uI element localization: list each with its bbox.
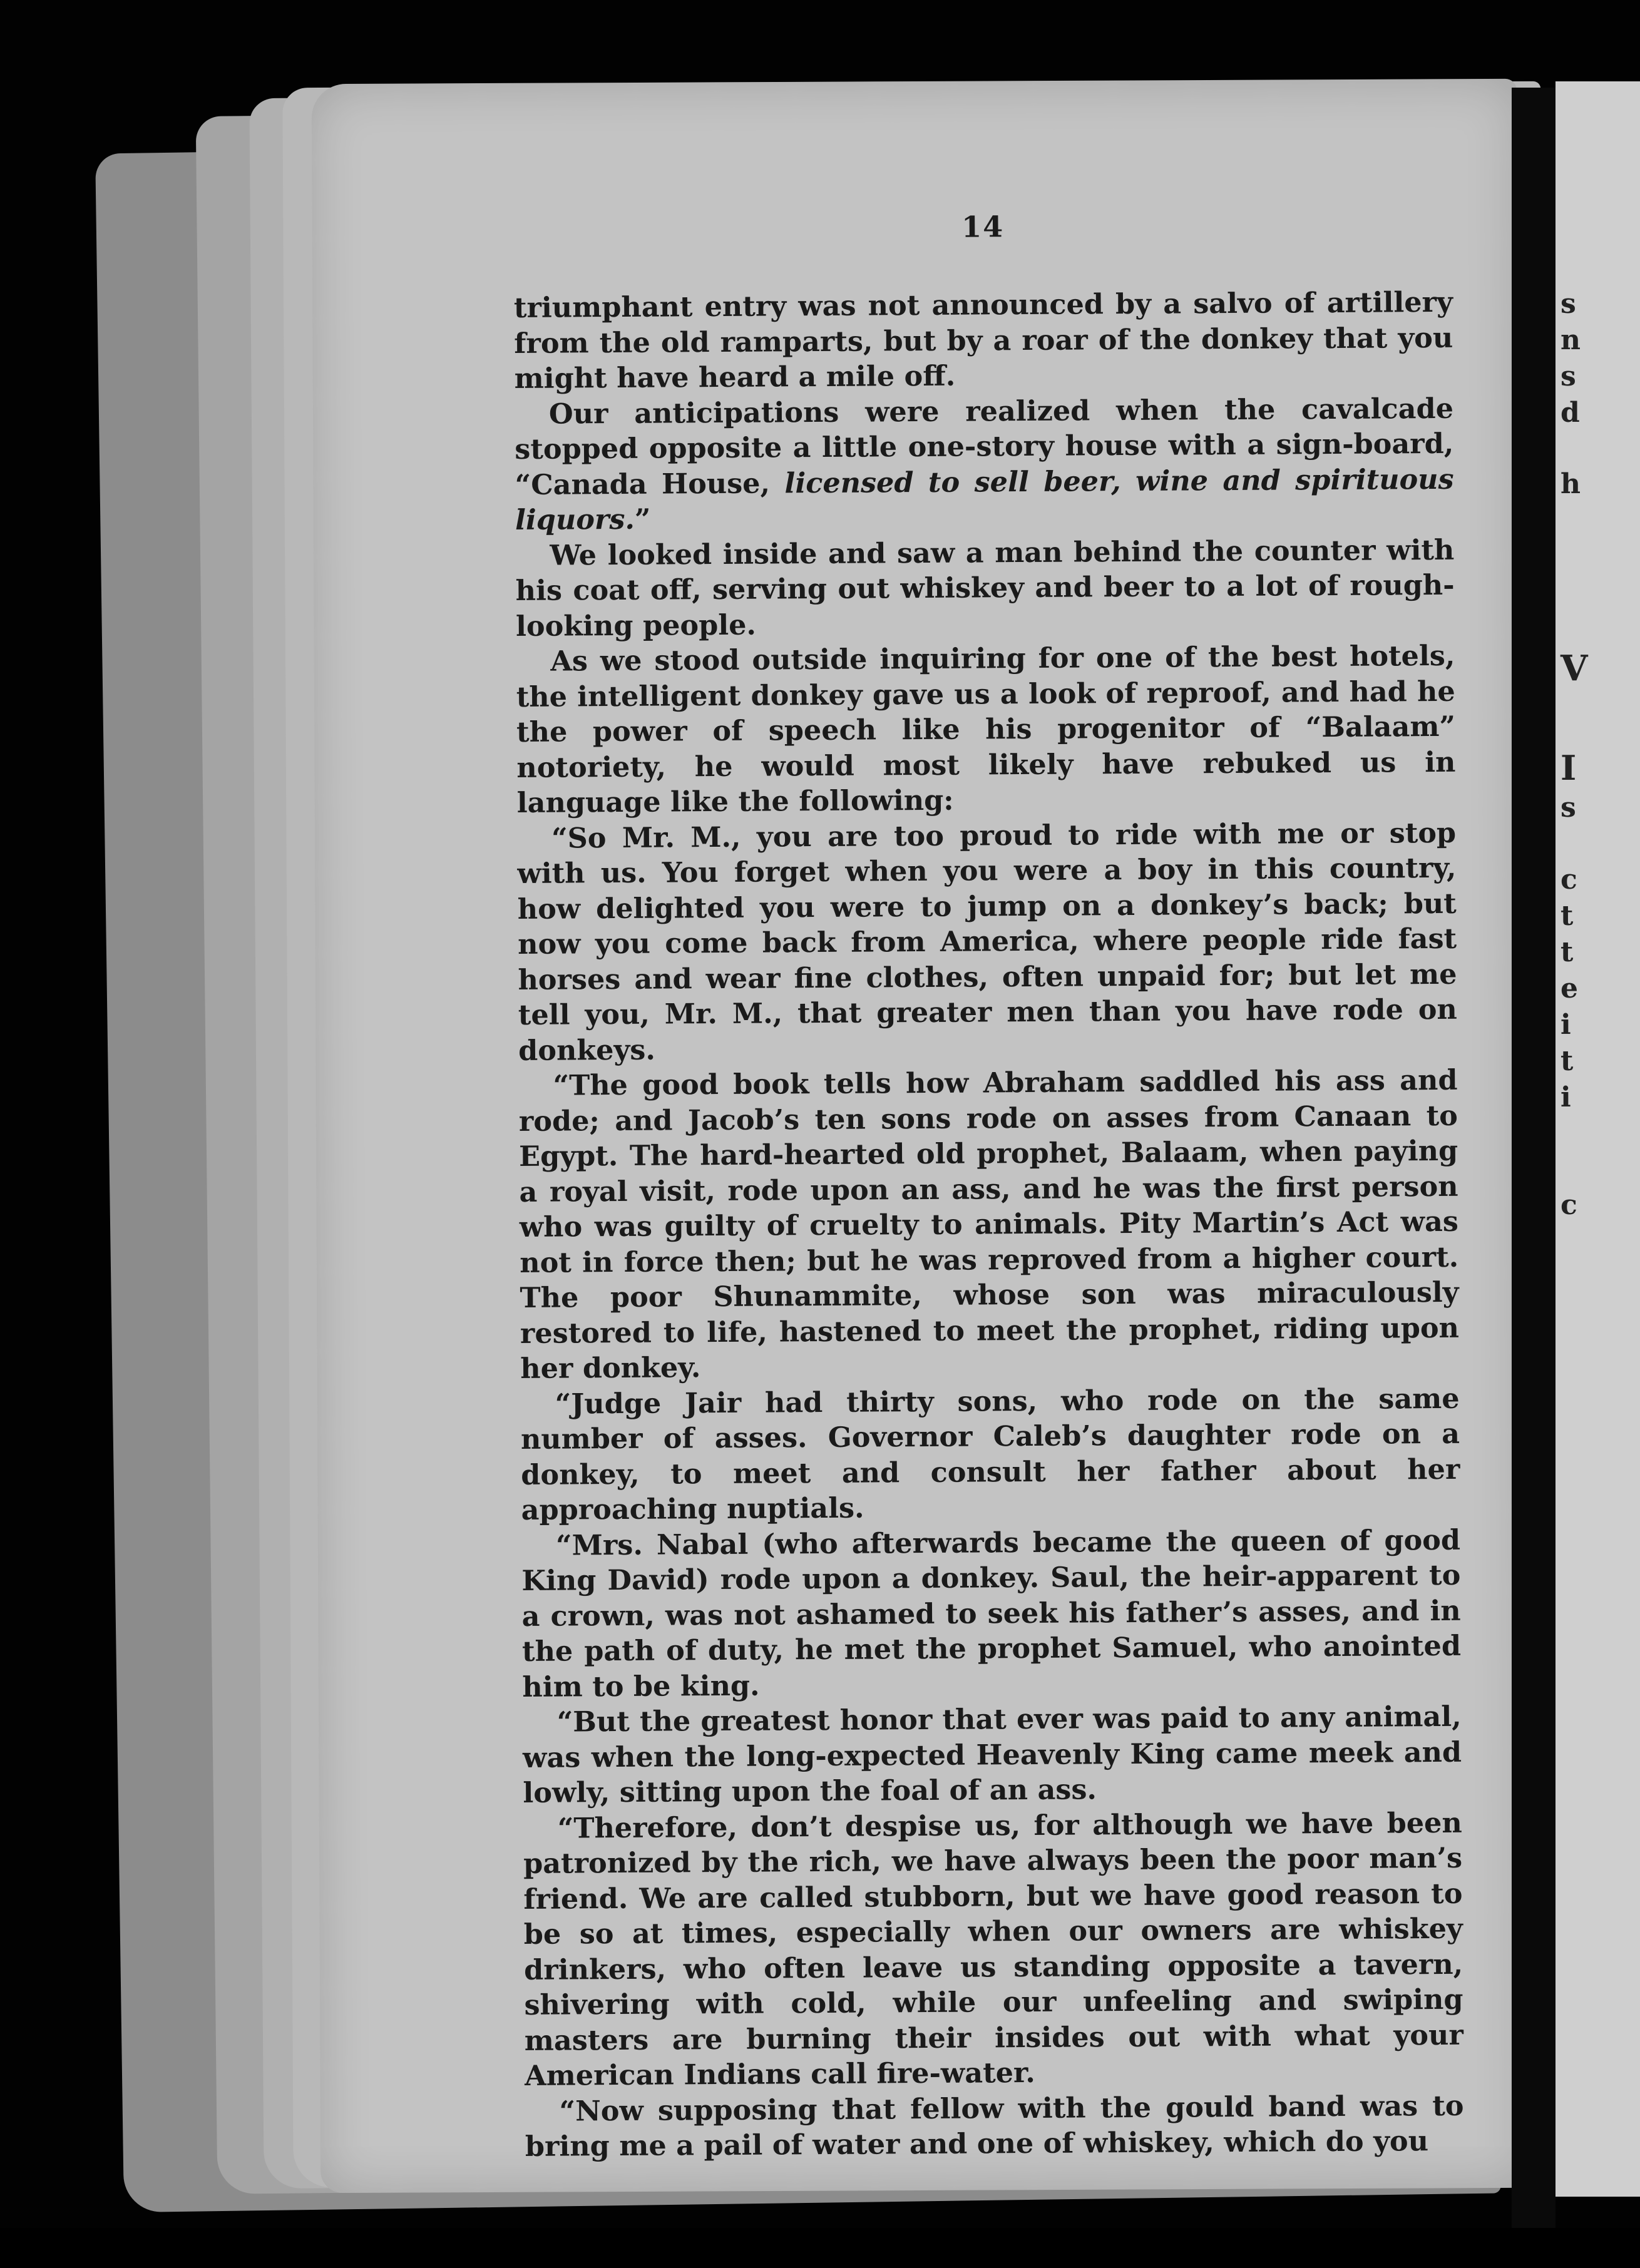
paragraph: “Now supposing that fellow with the gould band was to bring me a pail of water and one of whiskey, which do you — [525, 2089, 1464, 2163]
adjacent-page-fragment: s — [1561, 360, 1576, 392]
scan-bottom-border — [0, 2228, 1640, 2268]
paragraph: “So Mr. M., you are too proud to ride with me or stop with us. You forget when you were a boy in this country, how delighted you were to jump on a donkey’s back; but now you come back from America, where people ride fast horses and wear fine clothes, often unpaid for; but let me tell you, Mr. M., that greater men than you have rode on donkeys. — [517, 816, 1457, 1067]
paragraph: “Therefore, don’t despise us, for although we have been patronized by the rich, we have always been the poor man’s friend. We are called stubborn, but we have good reason to be so at times, especially when our owners are whiskey drinkers, who often leave us standing opposite a tavern, shivering with cold, while our unfeeling and swiping masters are burning their insides out with what your American Indians call fire-water. — [523, 1806, 1463, 2092]
paragraph: triumphant entry was not announced by a salvo of artillery from the old ramparts, but by a roar of the donkey that you might have heard a mile off. — [513, 285, 1453, 395]
adjacent-page-fragment: i — [1561, 1081, 1571, 1113]
adjacent-page-fragment: e — [1561, 973, 1578, 1004]
adjacent-page-fragment: n — [1561, 324, 1581, 356]
page-number: 14 — [961, 210, 1005, 244]
adjacent-page-fragment: s — [1561, 792, 1576, 824]
adjacent-page-fragment: I — [1561, 748, 1577, 788]
paragraph: “But the greatest honor that ever was paid to any animal, was when the long-expected Heavenly King came meek and lowly, sitting upon the foal of an ass. — [522, 1700, 1462, 1809]
book-gutter — [1512, 88, 1555, 2259]
adjacent-page-fragment: t — [1561, 936, 1574, 968]
adjacent-page-fragment: t — [1561, 900, 1574, 932]
paragraph: Our anticipations were realized when the cavalcade stopped opposite a little one-story house with a sign-board, “Canada House, licensed to sell beer, wine and spirituous liquors.” — [515, 392, 1454, 536]
adjacent-page-fragment: d — [1561, 397, 1580, 429]
paragraph: We looked inside and saw a man behind the counter with his coat off, serving out whiskey and beer to a lot of rough-looking people. — [515, 533, 1455, 643]
paragraph: As we stood outside inquiring for one of the best hotels, the intelligent donkey gave us a look of reproof, and had he the power of speech like his progenitor of “Balaam” notoriety, he would most likely have rebuked us in language like the following: — [516, 639, 1456, 819]
adjacent-page-fragment: s — [1561, 288, 1576, 320]
adjacent-page-fragment: h — [1561, 468, 1581, 500]
adjacent-page-fragment: i — [1561, 1009, 1571, 1041]
adjacent-page-fragment: c — [1561, 864, 1577, 896]
adjacent-page-fragment: V — [1561, 648, 1588, 689]
adjacent-page-fragment: t — [1561, 1045, 1574, 1077]
italic-text: licensed to sell beer, wine and spirituous liquors. — [515, 462, 1454, 536]
page-content — [513, 207, 1464, 2165]
paragraph: “The good book tells how Abraham saddled his ass and rode; and Jacob’s ten sons rode on asses from Canaan to Egypt. The hard-hearted old prophet, Balaam, when paying a royal visit, rode upon an ass, and he was the first person who was guilty of cruelty to animals. Pity Martin’s Act was not in force then; but he was reproved from a higher court. The poor Shunammite, whose son was miraculously restored to life, hastened to meet the prophet, riding upon her donkey. — [518, 1063, 1460, 1385]
adjacent-page — [1555, 81, 1640, 2197]
paragraph: “Judge Jair had thirty sons, who rode on the same number of asses. Governor Caleb’s daughter rode on a donkey, to meet and consult her father about her approaching nuptials. — [520, 1382, 1460, 1526]
adjacent-page-fragment: c — [1561, 1189, 1577, 1221]
paragraph: “Mrs. Nabal (who afterwards became the queen of good King David) rode upon a donkey. Saul, the heir-apparent to a crown, was not ashamed to seek his father’s asses, and in the path of duty, he met the prophet Samuel, who anointed him to be king. — [521, 1523, 1462, 1704]
